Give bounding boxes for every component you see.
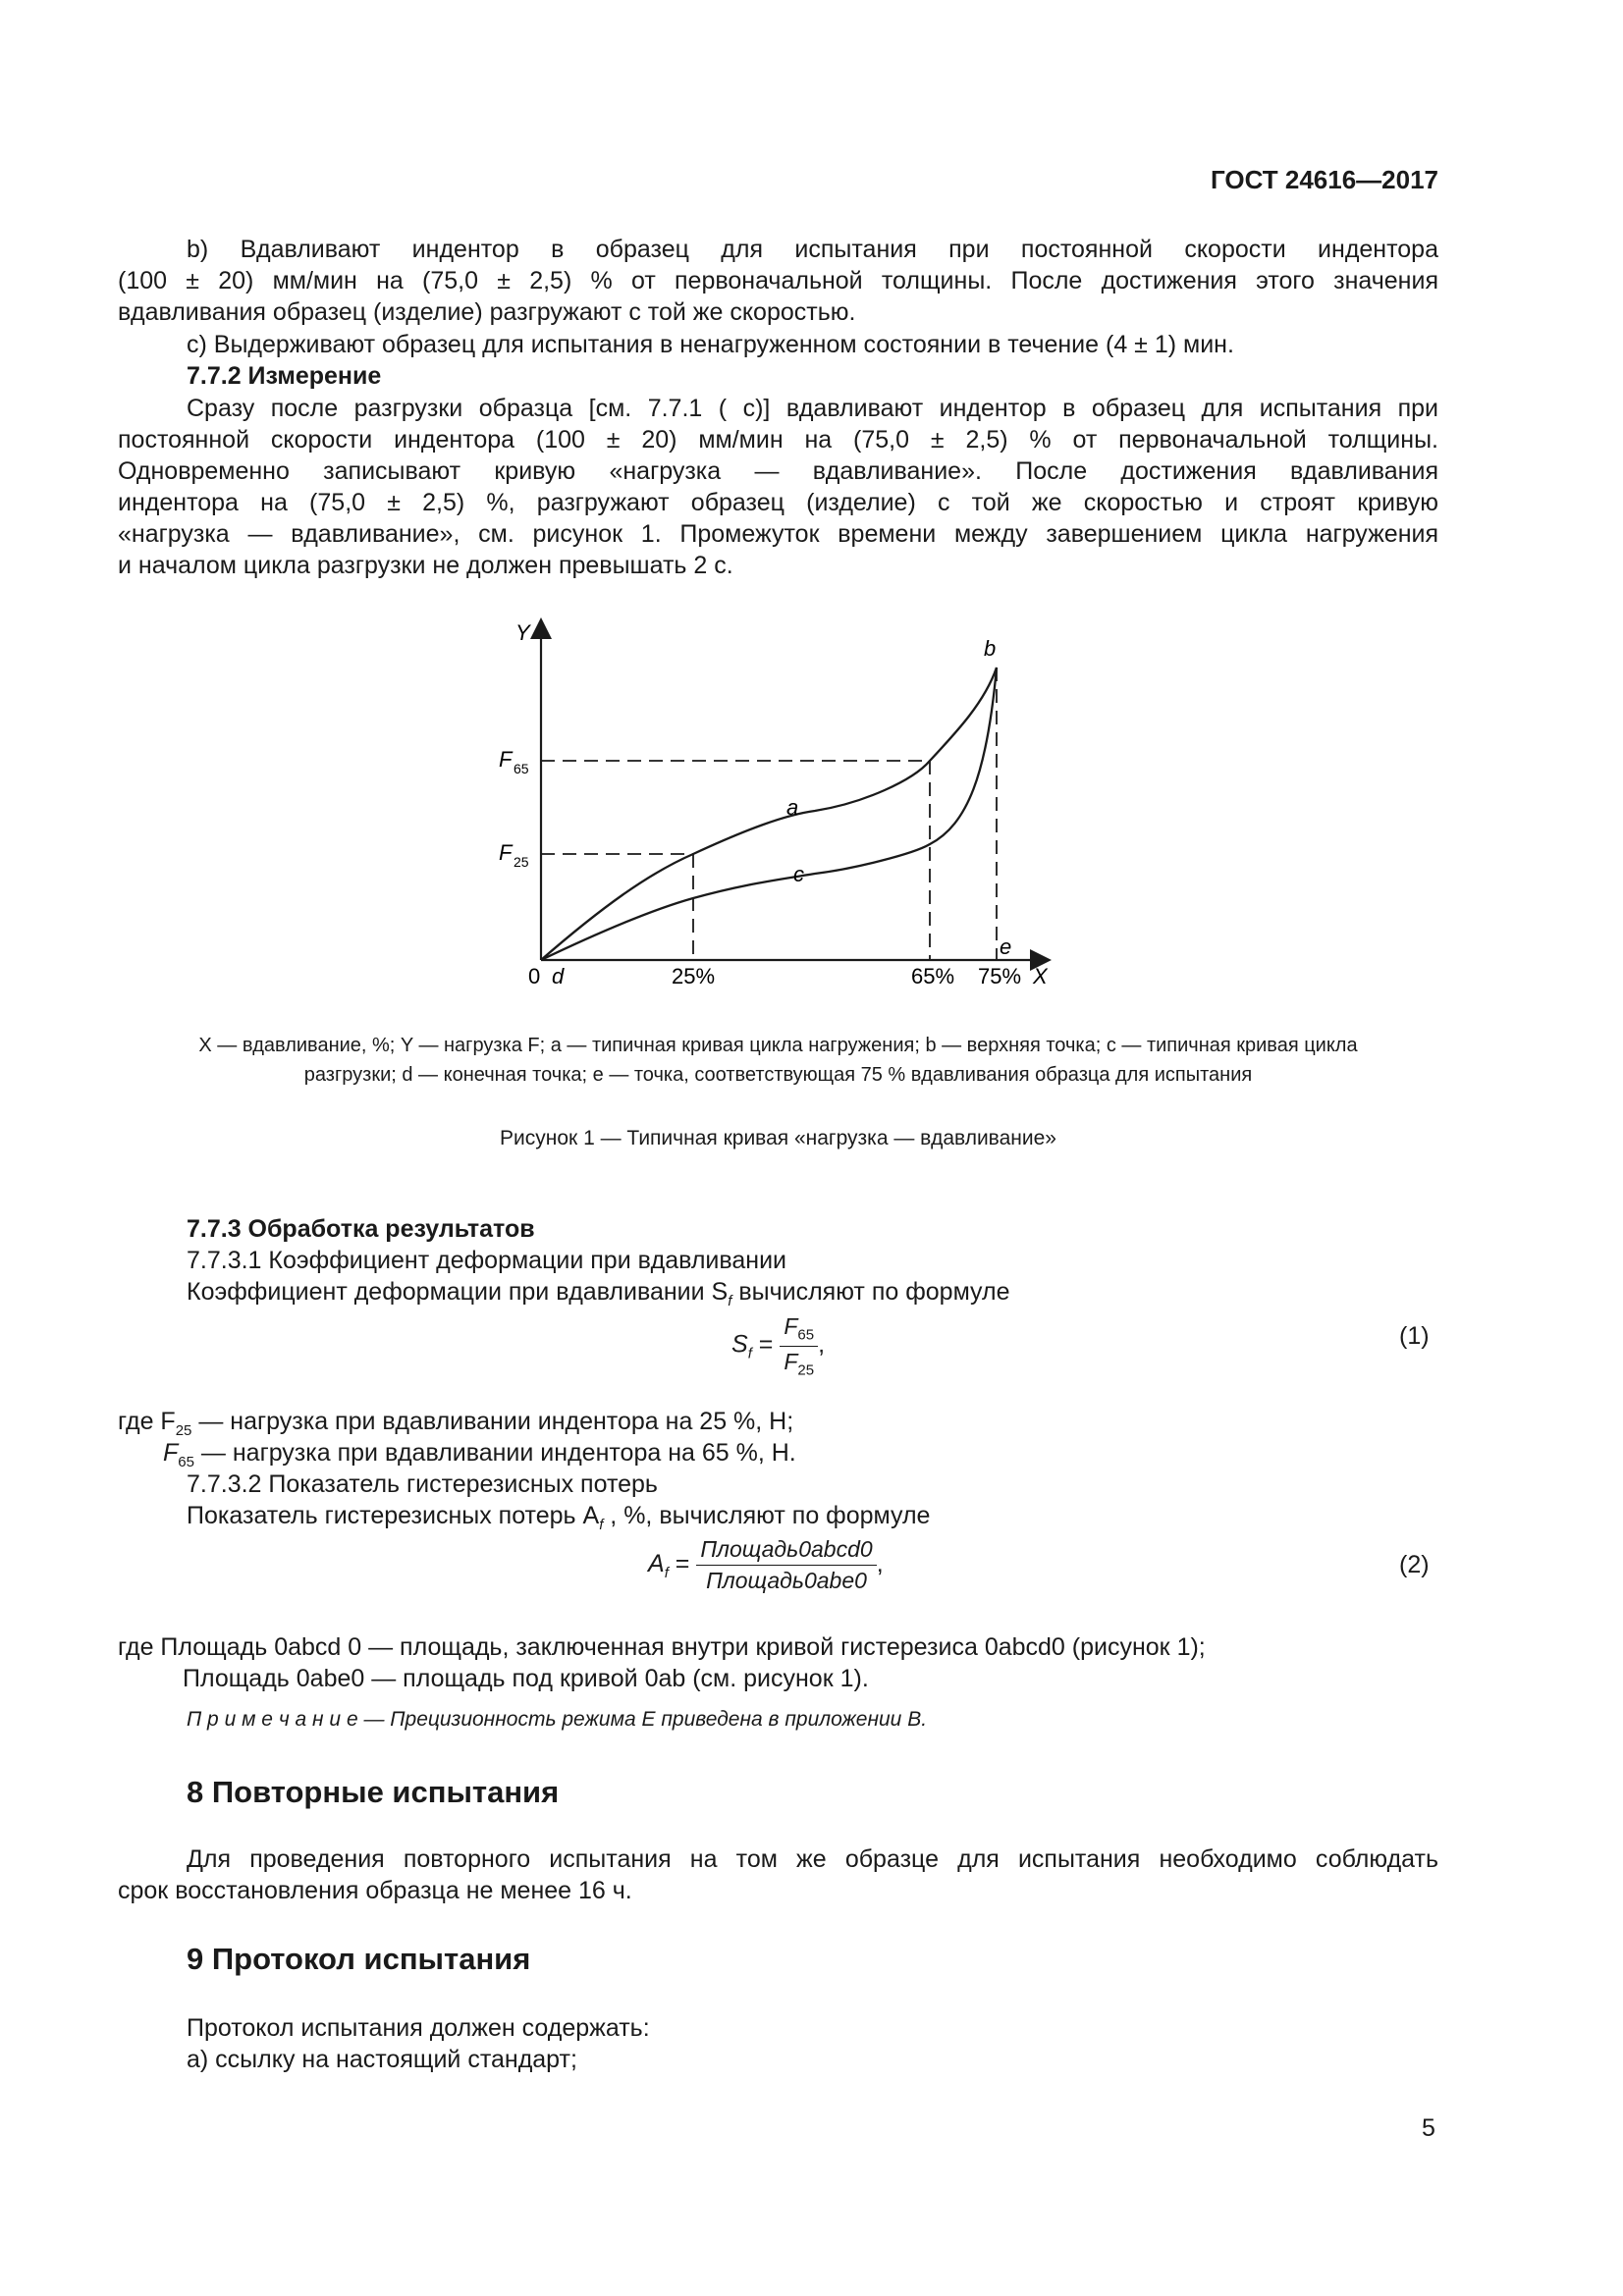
f25-label-sub: 25	[514, 854, 529, 870]
section-8-line1: Для проведения повторного испытания на том же образце для испытания необходимо соблюдать	[187, 1845, 1438, 1873]
tick-65-label: 65%	[911, 964, 955, 988]
figure-legend-line2: разгрузки; d — конечная точка; е — точка, соответствующая 75 % вдавливания образца для испытания	[303, 1064, 1253, 1086]
para-c: с) Выдерживают образец для испытания в ненагруженном состоянии в течение (4 ± 1) мин.	[187, 331, 1234, 358]
section-7-7-3-title: 7.7.3 Обработка результатов	[187, 1215, 535, 1243]
figure-legend-line1: X — вдавливание, %; Y — нагрузка F; a — типичная кривая цикла нагружения; b — верхняя точка; c — типичная кривая цикла	[198, 1035, 1358, 1056]
section-7-7-3-2-title: 7.7.3.2 Показатель гистерезисных потерь	[187, 1470, 658, 1498]
para-b-line3: вдавливания образец (изделие) разгружают с той же скоростью.	[118, 298, 856, 326]
section-7-7-2-line3: Одновременно записывают кривую «нагрузка — вдавливание». После достижения вдавливания	[118, 457, 1438, 485]
tick-75-label: 75%	[978, 964, 1022, 988]
section-7-7-2-line4: индентора на (75,0 ± 2,5) %, разгружают образец (изделие) с той же скоростью и строят кривую	[118, 489, 1438, 516]
loading-curve-a	[541, 667, 997, 960]
curve-a-label: a	[786, 795, 799, 820]
formula-2-fraction: $\frac{\text{Площадь0abcd0}}{\text{Площадь0abe0}}$	[696, 1536, 876, 1594]
formula-1-fraction: $\frac{F_{65}}{F_{25}}$	[780, 1313, 818, 1378]
section-7-7-2-line1: Сразу после разгрузки образца [см. 7.7.1 ( с)] вдавливают индентор в образец для испытания при	[187, 395, 1438, 422]
section-7-7-3-note: П р и м е ч а н и е — Прецизионность режима Е приведена в приложении В.	[187, 1708, 928, 1731]
formula-2-number: (2)	[1399, 1551, 1430, 1578]
section-8-title: 8 Повторные испытания	[187, 1775, 560, 1809]
x-axis-label: X	[1033, 964, 1048, 988]
section-9-line2: а) ссылку на настоящий стандарт;	[187, 2046, 577, 2073]
section-7-7-2-line5: «нагрузка — вдавливание», см. рисунок 1. Промежуток времени между завершением цикла нагружения	[118, 520, 1438, 548]
y-axis-label: Y	[515, 620, 530, 645]
section-7-7-2-line6: и началом цикла разгрузки не должен превышать 2 с.	[118, 552, 733, 579]
para-b-line2: (100 ± 20) мм/мин на (75,0 ± 2,5) % от первоначальной толщины. После достижения этого значения	[118, 267, 1438, 294]
f25-label: F	[499, 840, 513, 865]
formula-1-where-f65: $F_{65}$ — нагрузка при вдавливании индентора на 65 %, Н.	[163, 1439, 796, 1470]
section-7-7-2-line2: постоянной скорости индентора (100 ± 20) мм/мин на (75,0 ± 2,5) % от первоначальной толщины.	[118, 426, 1438, 454]
point-d-label: d	[552, 964, 565, 988]
formula-1: $S_f$ = $\frac{F_{65}}{F_{25}}$ ,	[731, 1313, 826, 1379]
formula-2-where-0abe0: Площадь 0abe0 — площадь под кривой 0ab (см. рисунок 1).	[183, 1665, 869, 1692]
load-indentation-diagram	[471, 609, 1080, 1001]
document-standard-number: ГОСТ 24616—2017	[1211, 165, 1438, 194]
f65-label: F	[499, 747, 513, 772]
formula-2: $A_f$ = $\frac{\text{Площадь0abcd0}}{\text{Площадь0abe0}}$ ,	[648, 1536, 884, 1593]
origin-label: 0	[528, 964, 541, 988]
page-number: 5	[1422, 2114, 1435, 2142]
section-9-line1: Протокол испытания должен содержать:	[187, 2014, 650, 2042]
point-b-label: b	[984, 636, 997, 661]
formula-1-where-f25: где $F_{25}$ — нагрузка при вдавливании индентора на 25 %, Н;	[118, 1408, 794, 1439]
section-8-line2: срок восстановления образца не менее 16 ч.	[118, 1877, 632, 1904]
f65-label-sub: 65	[514, 761, 529, 776]
section-7-7-3-2-text: Показатель гистерезисных потерь $A_f$ , %, вычисляют по формуле	[187, 1502, 931, 1533]
section-9-title: 9 Протокол испытания	[187, 1942, 531, 1976]
section-7-7-2-title: 7.7.2 Измерение	[187, 362, 382, 390]
curve-c-label: c	[793, 862, 804, 886]
unloading-curve-c	[541, 667, 997, 960]
formula-1-number: (1)	[1399, 1322, 1430, 1350]
section-7-7-3-1-text: Коэффициент деформации при вдавливании $S_f$ вычисляют по формуле	[187, 1278, 1010, 1309]
formula-2-where-0abcd0: где Площадь 0abcd 0 — площадь, заключенная внутри кривой гистерезиса 0abcd0 (рисунок 1);	[118, 1633, 1206, 1661]
section-7-7-3-1-title: 7.7.3.1 Коэффициент деформации при вдавливании	[187, 1247, 787, 1274]
tick-25-label: 25%	[672, 964, 716, 988]
para-b-line1: b) Вдавливают индентор в образец для испытания при постоянной скорости индентора	[187, 236, 1438, 263]
figure-caption: Рисунок 1 — Типичная кривая «нагрузка — вдавливание»	[500, 1127, 1056, 1149]
point-e-label: e	[1000, 934, 1012, 959]
